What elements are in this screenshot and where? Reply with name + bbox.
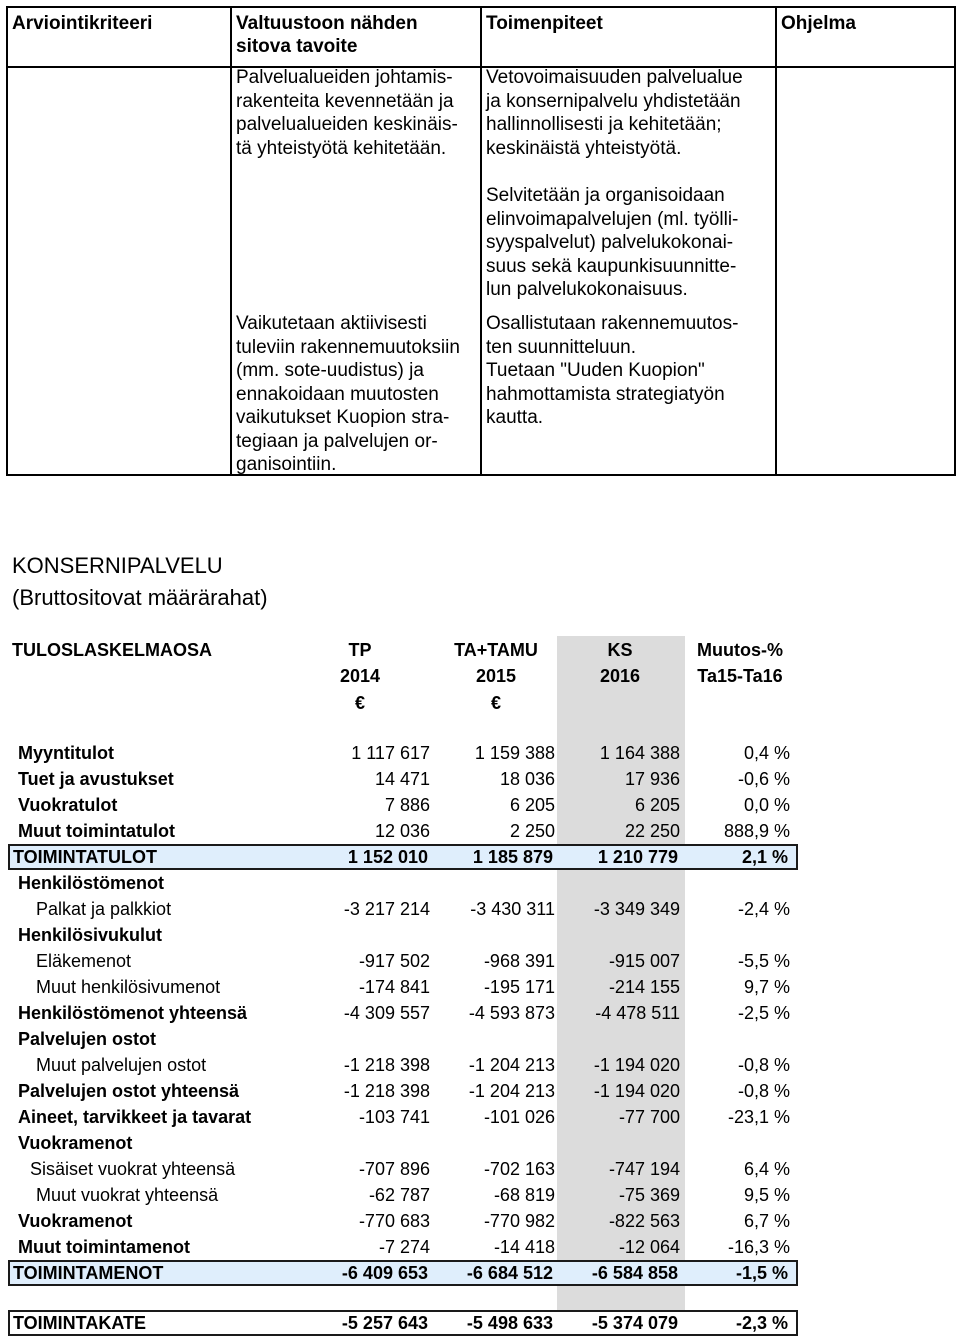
value-tp-2014: -6 409 653 xyxy=(341,1263,428,1283)
goal-cell: Palvelualueiden johtamis- rakenteita kevennetään ja palvelualueiden keskinäis- tä yhteistyötä kehitetään. xyxy=(236,67,458,159)
value-ta-2015: -14 418 xyxy=(493,1237,555,1257)
value-ks-2016: 22 250 xyxy=(624,821,680,841)
row-label: Henkilöstömenot xyxy=(18,873,165,893)
table-row xyxy=(8,1208,798,1234)
value-tp-2014: -917 502 xyxy=(358,951,430,971)
value-ta-2015: 2 250 xyxy=(509,821,555,841)
criteria-table xyxy=(6,6,956,476)
value-change-pct: 0,0 % xyxy=(743,795,790,815)
row-label: Vuokratulot xyxy=(18,795,118,815)
table-row xyxy=(8,1052,798,1078)
row-label: Henkilösivukulut xyxy=(18,925,163,945)
value-change-pct: -0,8 % xyxy=(737,1081,790,1101)
value-ks-2016: -6 584 858 xyxy=(591,1263,678,1283)
table-row xyxy=(8,1234,798,1260)
value-tp-2014: -1 218 398 xyxy=(343,1081,430,1101)
table-row xyxy=(8,948,798,974)
row-label: Muut toimintamenot xyxy=(18,1237,190,1257)
total-row xyxy=(8,1260,798,1286)
value-tp-2014: -770 683 xyxy=(358,1211,430,1231)
table-row xyxy=(8,1130,798,1156)
value-ks-2016: -915 007 xyxy=(608,951,680,971)
value-ks-2016: -5 374 079 xyxy=(591,1313,678,1333)
value-ks-2016: 1 164 388 xyxy=(599,743,680,763)
row-label: Aineet, tarvikkeet ja tavarat xyxy=(18,1107,252,1127)
col-tp-year: 2014 xyxy=(339,666,381,686)
value-change-pct: -2,3 % xyxy=(735,1313,788,1333)
row-label: Muut henkilösivumenot xyxy=(36,977,221,997)
value-ks-2016: -822 563 xyxy=(608,1211,680,1231)
row-label: Vuokramenot xyxy=(18,1211,133,1231)
row-label: TOIMINTAMENOT xyxy=(13,1263,164,1283)
value-ta-2015: -101 026 xyxy=(483,1107,555,1127)
col-muutos-name: Muutos-% xyxy=(697,640,783,660)
value-ta-2015: -702 163 xyxy=(483,1159,555,1179)
value-change-pct: -16,3 % xyxy=(727,1237,790,1257)
value-ks-2016: -75 369 xyxy=(618,1185,680,1205)
row-label: Palvelujen ostot yhteensä xyxy=(18,1081,240,1101)
row-label: Vuokramenot xyxy=(18,1133,133,1153)
value-change-pct: 9,5 % xyxy=(743,1185,790,1205)
value-ks-2016: -4 478 511 xyxy=(595,1003,680,1023)
value-tp-2014: 1 152 010 xyxy=(347,847,428,867)
table-row xyxy=(8,740,798,766)
value-ks-2016: -1 194 020 xyxy=(593,1081,680,1101)
col-ks-name: KS xyxy=(607,640,633,660)
value-ta-2015: -6 684 512 xyxy=(466,1263,553,1283)
value-ta-2015: -770 982 xyxy=(483,1211,555,1231)
value-ta-2015: -968 391 xyxy=(483,951,555,971)
table-row xyxy=(8,766,798,792)
table-row xyxy=(8,922,798,948)
value-change-pct: -23,1 % xyxy=(727,1107,790,1127)
table-row xyxy=(8,974,798,1000)
value-tp-2014: -1 218 398 xyxy=(343,1055,430,1075)
table-row xyxy=(8,1104,798,1130)
row-label: Muut palvelujen ostot xyxy=(36,1055,207,1075)
table-row xyxy=(8,1182,798,1208)
value-tp-2014: 7 886 xyxy=(384,795,430,815)
column-divider xyxy=(775,8,777,474)
statement-rows xyxy=(8,740,798,1336)
col-muutos-period: Ta15-Ta16 xyxy=(697,666,783,686)
col-ta-unit: € xyxy=(490,693,501,713)
col-ks-year: 2016 xyxy=(599,666,641,686)
value-change-pct: 2,1 % xyxy=(741,847,788,867)
row-label: Palvelujen ostot xyxy=(18,1029,157,1049)
value-tp-2014: -3 217 214 xyxy=(343,899,430,919)
value-ta-2015: 1 159 388 xyxy=(474,743,555,763)
total-row xyxy=(8,1310,798,1336)
value-ks-2016: -214 155 xyxy=(608,977,680,997)
table-row xyxy=(8,1026,798,1052)
value-tp-2014: -103 741 xyxy=(358,1107,430,1127)
value-tp-2014: -5 257 643 xyxy=(341,1313,428,1333)
value-ks-2016: -747 194 xyxy=(608,1159,680,1179)
col-ta-year: 2015 xyxy=(475,666,517,686)
column-divider xyxy=(480,8,482,474)
value-tp-2014: -707 896 xyxy=(358,1159,430,1179)
value-change-pct: -2,4 % xyxy=(737,899,790,919)
value-tp-2014: 1 117 617 xyxy=(351,743,430,763)
value-ta-2015: 1 185 879 xyxy=(472,847,553,867)
header-arviointikriteeri: Arviointikriteeri xyxy=(12,13,153,34)
value-change-pct: -5,5 % xyxy=(737,951,790,971)
value-tp-2014: -174 841 xyxy=(358,977,430,997)
row-label: Tuet ja avustukset xyxy=(18,769,174,789)
value-ks-2016: -1 194 020 xyxy=(593,1055,680,1075)
section-subtitle: (Bruttositovat määrärahat) xyxy=(12,585,268,610)
value-ta-2015: 18 036 xyxy=(499,769,555,789)
value-change-pct: 6,7 % xyxy=(743,1211,790,1231)
value-ks-2016: 1 210 779 xyxy=(597,847,678,867)
value-ta-2015: -3 430 311 xyxy=(470,899,555,919)
value-ks-2016: -3 349 349 xyxy=(593,899,680,919)
table-row xyxy=(8,792,798,818)
table-row xyxy=(8,1000,798,1026)
value-ta-2015: -5 498 633 xyxy=(466,1313,553,1333)
value-ks-2016: -77 700 xyxy=(618,1107,680,1127)
header-sitova-tavoite: Valtuustoon nähden sitova tavoite xyxy=(236,13,418,57)
action-cell: Vetovoimaisuuden palvelualue ja konsernipalvelu yhdistetään hallinnollisesti ja kehitetään; keskinäistä yhteistyötä. xyxy=(486,67,743,159)
col-ta-name: TA+TAMU xyxy=(454,640,538,660)
table-row xyxy=(8,870,798,896)
col-tp-unit: € xyxy=(354,693,365,713)
value-tp-2014: 12 036 xyxy=(374,821,430,841)
goal-cell: Vaikutetaan aktiivisesti tuleviin rakennemuutoksiin (mm. sote-uudistus) ja ennakoidaan muutosten vaikutukset Kuopion stra- tegiaan ja palvelujen or- ganisointiin. xyxy=(236,313,460,475)
value-change-pct: -2,5 % xyxy=(737,1003,790,1023)
row-label: Sisäiset vuokrat yhteensä xyxy=(30,1159,236,1179)
table-row xyxy=(8,1078,798,1104)
table-row xyxy=(8,818,798,844)
value-ks-2016: 17 936 xyxy=(624,769,680,789)
row-label: Henkilöstömenot yhteensä xyxy=(18,1003,248,1023)
col-tp-name: TP xyxy=(348,640,372,660)
value-ta-2015: -4 593 873 xyxy=(468,1003,555,1023)
row-label: TOIMINTAKATE xyxy=(13,1313,146,1333)
value-tp-2014: -62 787 xyxy=(368,1185,430,1205)
table-row xyxy=(8,1156,798,1182)
section-title: KONSERNIPALVELU xyxy=(12,553,223,578)
column-divider xyxy=(230,8,232,474)
value-ta-2015: 6 205 xyxy=(509,795,555,815)
value-change-pct: 888,9 % xyxy=(723,821,790,841)
value-ta-2015: -195 171 xyxy=(483,977,555,997)
row-label: TOIMINTATULOT xyxy=(13,847,157,867)
value-tp-2014: -4 309 557 xyxy=(343,1003,430,1023)
row-label: Eläkemenot xyxy=(36,951,132,971)
value-change-pct: -0,8 % xyxy=(737,1055,790,1075)
row-spacer xyxy=(8,1286,798,1310)
value-ks-2016: 6 205 xyxy=(634,795,680,815)
header-toimenpiteet: Toimenpiteet xyxy=(486,13,603,34)
action-cell: Selvitetään ja organisoidaan elinvoimapalvelujen (ml. työlli- syyspalvelut) palvelukokonai- suus sekä kaupunkisuunnitte- lun palvelukokonaisuus. xyxy=(486,185,739,300)
row-label: Myyntitulot xyxy=(18,743,114,763)
value-ta-2015: -1 204 213 xyxy=(468,1081,555,1101)
value-change-pct: -1,5 % xyxy=(735,1263,788,1283)
row-label: Muut toimintatulot xyxy=(18,821,175,841)
value-change-pct: -0,6 % xyxy=(737,769,790,789)
value-tp-2014: 14 471 xyxy=(374,769,430,789)
statement-label-header: TULOSLASKELMAOSA xyxy=(12,640,212,660)
header-divider xyxy=(8,66,954,68)
value-change-pct: 9,7 % xyxy=(743,977,790,997)
total-row xyxy=(8,844,798,870)
value-ta-2015: -68 819 xyxy=(493,1185,555,1205)
value-tp-2014: -7 274 xyxy=(378,1237,430,1257)
row-label: Palkat ja palkkiot xyxy=(36,899,172,919)
row-label: Muut vuokrat yhteensä xyxy=(36,1185,219,1205)
value-change-pct: 6,4 % xyxy=(743,1159,790,1179)
action-cell: Osallistutaan rakennemuutos- ten suunnitteluun. Tuetaan "Uuden Kuopion" hahmottamista strategiatyön kautta. xyxy=(486,313,739,428)
header-ohjelma: Ohjelma xyxy=(781,13,856,34)
value-ks-2016: -12 064 xyxy=(618,1237,680,1257)
table-row xyxy=(8,896,798,922)
value-change-pct: 0,4 % xyxy=(743,743,790,763)
value-ta-2015: -1 204 213 xyxy=(468,1055,555,1075)
